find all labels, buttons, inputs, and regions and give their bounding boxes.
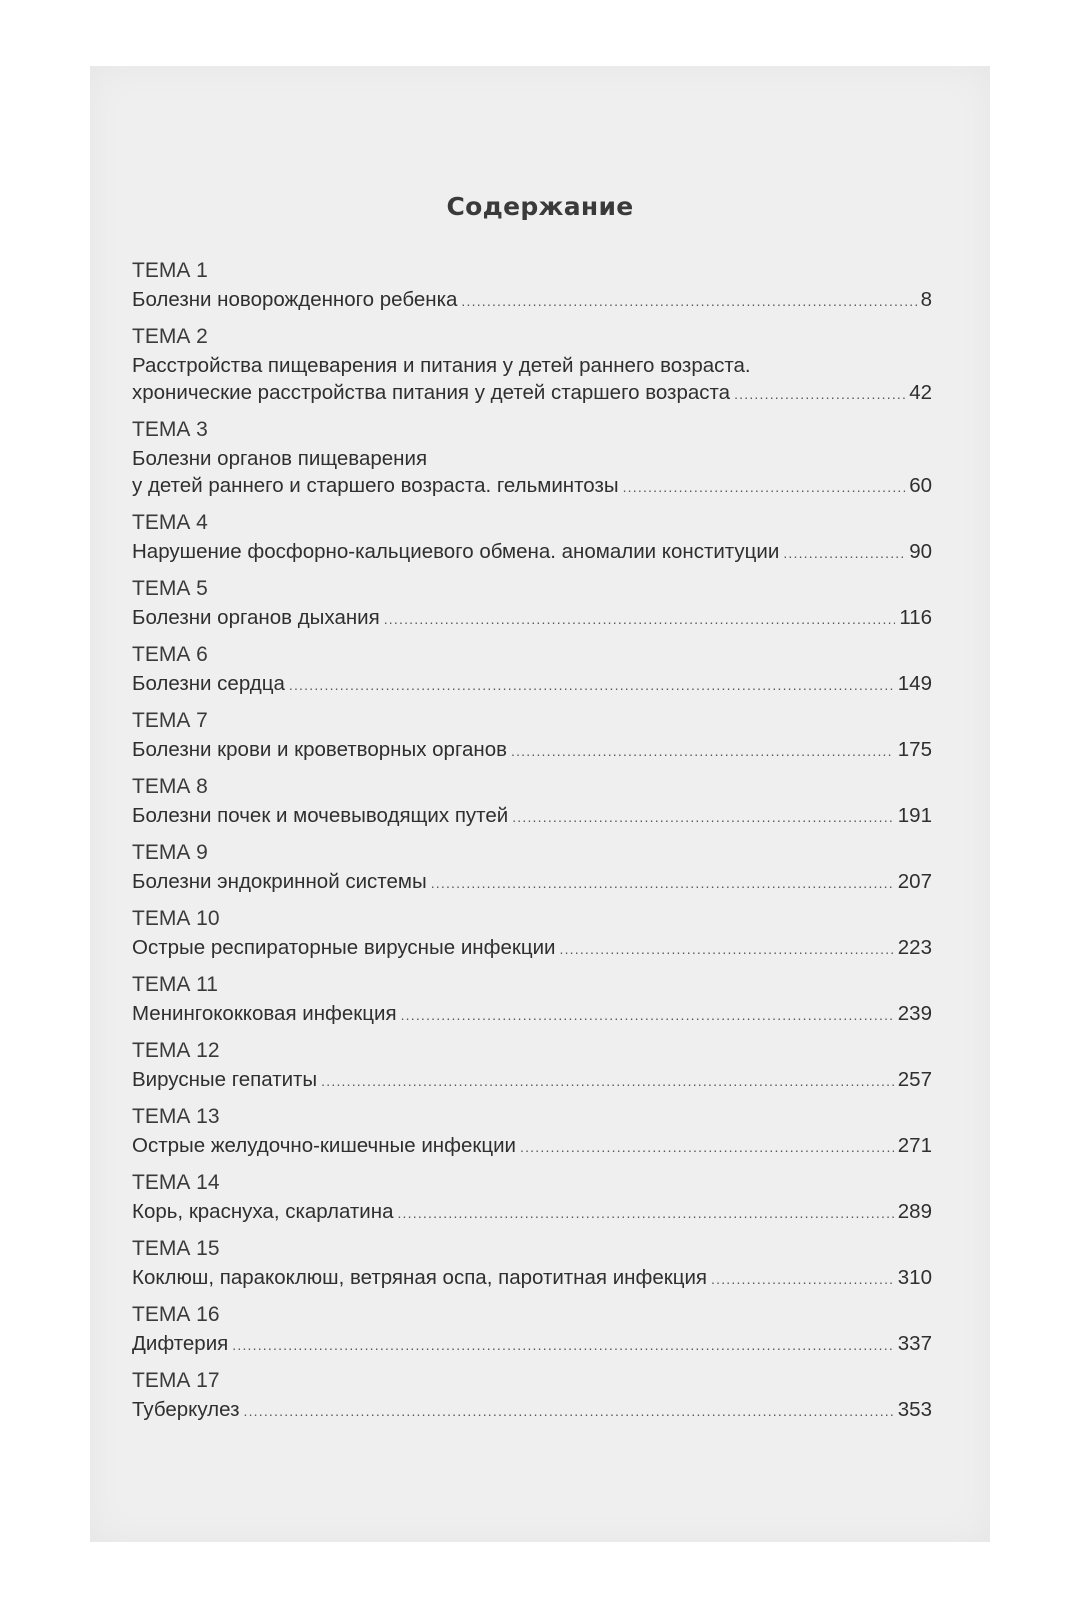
toc-theme-label: ТЕМА 12 — [132, 1039, 220, 1062]
toc-page-number: 42 — [909, 381, 932, 404]
toc-theme-label: ТЕМА 17 — [132, 1369, 220, 1392]
toc-entry-title: Болезни органов дыхания — [132, 606, 380, 629]
dot-leader — [289, 672, 894, 699]
toc-entry — [132, 706, 932, 765]
toc-entry-title: Острые респираторные вирусные инфекции — [132, 936, 556, 959]
toc-page-number: 90 — [909, 540, 932, 563]
toc-theme-label: ТЕМА 2 — [132, 325, 208, 348]
toc-entry-title: Дифтерия — [132, 1332, 229, 1355]
toc-entry-row — [132, 1264, 932, 1293]
toc-theme-label: ТЕМА 5 — [132, 577, 208, 600]
toc-page-number: 60 — [909, 474, 932, 497]
toc-entry-title-line: Расстройства пищеварения и питания у детей раннего возраста. — [132, 354, 751, 377]
book-page — [90, 66, 990, 1542]
toc-theme-label: ТЕМА 1 — [132, 259, 208, 282]
toc-theme-label: ТЕМА 6 — [132, 643, 208, 666]
dot-leader — [431, 870, 894, 897]
toc-theme-label: ТЕМА 14 — [132, 1171, 220, 1194]
dot-leader — [623, 474, 906, 501]
toc-entry — [132, 415, 932, 501]
toc-entry — [132, 256, 932, 315]
dot-leader — [711, 1266, 894, 1293]
toc-page-number: 257 — [897, 1068, 932, 1091]
toc-theme-label: ТЕМА 11 — [132, 973, 218, 996]
toc-page-number: 223 — [897, 936, 932, 959]
toc-entry-row — [132, 1000, 932, 1029]
dot-leader — [734, 381, 905, 408]
toc-entry-title: Нарушение фосфорно-кальциевого обмена. аномалии конституции — [132, 540, 780, 563]
toc-entry — [132, 970, 932, 1029]
toc-entry-row — [132, 1132, 932, 1161]
dot-leader — [461, 288, 916, 315]
toc-entry-title: у детей раннего и старшего возраста. гельминтозы — [132, 474, 619, 497]
dot-leader — [232, 1332, 894, 1359]
dot-leader — [401, 1002, 894, 1029]
toc-page-number: 353 — [897, 1398, 932, 1421]
toc-theme-label: ТЕМА 16 — [132, 1303, 220, 1326]
toc-entry-row — [132, 538, 932, 567]
toc-entry-title: Болезни новорожденного ребенка — [132, 288, 458, 311]
toc-page-number: 289 — [897, 1200, 932, 1223]
page-title: Содержание — [446, 192, 634, 221]
toc-page-number: 207 — [897, 870, 932, 893]
toc-page-number: 116 — [899, 606, 932, 629]
toc-page-number: 8 — [920, 288, 932, 311]
toc-entry-title: Коклюш, паракоклюш, ветряная оспа, паротитная инфекция — [132, 1266, 708, 1289]
toc-entry-row — [132, 670, 932, 699]
dot-leader — [783, 540, 905, 567]
toc-entry-row — [132, 379, 932, 408]
toc-entry-row — [132, 1330, 932, 1359]
toc-entry-row — [132, 286, 932, 315]
toc-entry — [132, 640, 932, 699]
toc-entry — [132, 1036, 932, 1095]
toc-entry — [132, 1366, 932, 1425]
toc-page-number: 271 — [897, 1134, 932, 1157]
dot-leader — [384, 606, 896, 633]
toc-entry-title: Болезни крови и кроветворных органов — [132, 738, 507, 761]
toc-entry-title: Вирусные гепатиты — [132, 1068, 318, 1091]
toc-page-number: 239 — [897, 1002, 932, 1025]
toc-entry-row — [132, 604, 932, 633]
toc-entry — [132, 772, 932, 831]
table-of-contents — [132, 256, 932, 1432]
toc-entry — [132, 574, 932, 633]
toc-entry-row — [132, 934, 932, 963]
toc-entry-row — [132, 1066, 932, 1095]
toc-page-number: 337 — [897, 1332, 932, 1355]
dot-leader — [559, 936, 893, 963]
dot-leader — [321, 1068, 894, 1095]
toc-entry — [132, 508, 932, 567]
toc-theme-label: ТЕМА 15 — [132, 1237, 220, 1260]
toc-theme-label: ТЕМА 3 — [132, 418, 208, 441]
toc-entry-title: Туберкулез — [132, 1398, 240, 1421]
toc-entry — [132, 838, 932, 897]
toc-page-number: 175 — [897, 738, 932, 761]
toc-theme-label: ТЕМА 7 — [132, 709, 208, 732]
toc-theme-label: ТЕМА 10 — [132, 907, 220, 930]
dot-leader — [512, 804, 894, 831]
toc-entry-title: Корь, краснуха, скарлатина — [132, 1200, 394, 1223]
toc-entry-row — [132, 1198, 932, 1227]
toc-entry — [132, 1168, 932, 1227]
toc-page-number: 310 — [897, 1266, 932, 1289]
toc-theme-label: ТЕМА 8 — [132, 775, 208, 798]
toc-entry-title-line: Болезни органов пищеварения — [132, 447, 428, 470]
toc-theme-label: ТЕМА 4 — [132, 511, 208, 534]
toc-page-number: 191 — [897, 804, 932, 827]
toc-entry-row — [132, 736, 932, 765]
toc-entry-title: хронические расстройства питания у детей старшего возраста — [132, 381, 731, 404]
toc-entry-title: Болезни эндокринной системы — [132, 870, 427, 893]
toc-entry-row — [132, 472, 932, 501]
dot-leader — [511, 738, 894, 765]
dot-leader — [397, 1200, 893, 1227]
toc-entry — [132, 1234, 932, 1293]
toc-entry-row — [132, 802, 932, 831]
toc-entry-row — [132, 1396, 932, 1425]
toc-entry-title: Острые желудочно-кишечные инфекции — [132, 1134, 516, 1157]
toc-entry — [132, 1300, 932, 1359]
toc-entry — [132, 904, 932, 963]
toc-theme-label: ТЕМА 13 — [132, 1105, 220, 1128]
dot-leader — [243, 1398, 893, 1425]
toc-entry-row — [132, 868, 932, 897]
toc-entry-title: Болезни сердца — [132, 672, 285, 695]
dot-leader — [520, 1134, 894, 1161]
toc-entry-title: Болезни почек и мочевыводящих путей — [132, 804, 509, 827]
toc-page-number: 149 — [897, 672, 932, 695]
toc-entry — [132, 322, 932, 408]
toc-entry-title: Менингококковая инфекция — [132, 1002, 397, 1025]
toc-theme-label: ТЕМА 9 — [132, 841, 208, 864]
toc-entry — [132, 1102, 932, 1161]
